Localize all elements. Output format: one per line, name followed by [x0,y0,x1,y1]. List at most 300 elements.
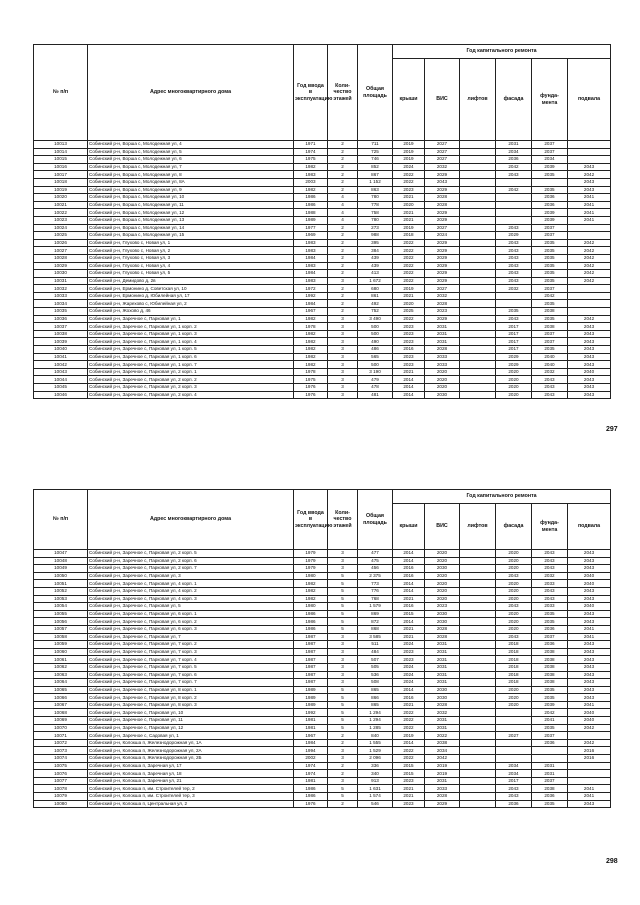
table-row [34,747,611,755]
cell-row-number: 10056 [34,618,88,626]
col-foundation-header: фунда-мента [532,504,568,550]
cell-total-area: 479 [358,376,393,384]
cell-year-built: 1976 [294,391,328,399]
cell-roof-year: 2021 [393,368,425,376]
cell-vis-year: 2031 [425,330,460,338]
cell-total-area: 768 [358,595,393,603]
cell-total-area: 852 [358,163,393,171]
cell-address: Собинский р-н, Ворша с, Молодежная ул, 13 [88,216,294,224]
cell-floors: 3 [328,557,358,565]
cell-row-number: 10063 [34,671,88,679]
table-row [34,762,611,770]
cell-year-built: 1979 [294,550,328,558]
cell-foundation-year: 2038 [532,308,568,316]
cell-lift-year [460,603,496,611]
cell-row-number: 10047 [34,550,88,558]
cell-lift-year [460,353,496,361]
cell-vis-year: 2028 [425,701,460,709]
cell-roof-year: 2024 [393,671,425,679]
cell-roof-year: 2019 [393,141,425,149]
table-row [34,755,611,763]
cell-basement-year: 2043 [568,391,611,399]
cell-vis-year: 2023 [425,308,460,316]
cell-vis-year: 2031 [425,777,460,785]
table-row [34,724,611,732]
cell-row-number: 10031 [34,277,88,285]
table-row [34,732,611,740]
cell-address: Собинский р-н, Глухово с, Новая ул, 3 [88,254,294,262]
cell-total-area: 773 [358,580,393,588]
cell-roof-year: 2015 [393,610,425,618]
cell-facade-year: 2020 [496,694,532,702]
cell-year-built: 1984 [294,254,328,262]
cell-facade-year [496,292,532,300]
cell-total-area: 475 [358,557,393,565]
cell-foundation-year: 2042 [532,292,568,300]
cell-basement-year: 2041 [568,633,611,641]
cell-address: Собинский р-н, Заречное с, Парковая ул, 7 корп. 5 [88,663,294,671]
cell-foundation-year: 2043 [532,587,568,595]
col-facade-header: фасада [496,59,532,141]
cell-vis-year: 2029 [425,270,460,278]
cell-lift-year [460,186,496,194]
cell-lift-year [460,641,496,649]
cell-roof-year: 2019 [393,156,425,164]
cell-row-number: 10015 [34,156,88,164]
cell-year-built: 1982 [294,346,328,354]
cell-lift-year [460,384,496,392]
cell-address: Собинский р-н, Глухово с, Новая ул, 2 [88,247,294,255]
cell-foundation-year: 2036 [532,194,568,202]
table-row [34,384,611,392]
table-row [34,330,611,338]
cell-foundation-year: 2035 [532,186,568,194]
cell-lift-year [460,580,496,588]
cell-facade-year: 2018 [496,671,532,679]
cell-address: Собинский р-н, Ворша с, Молодежная ул, 4 [88,141,294,149]
cell-roof-year: 2015 [393,770,425,778]
cell-facade-year [496,717,532,725]
cell-floors: 2 [328,739,358,747]
cell-row-number: 10077 [34,777,88,785]
cell-floors: 2 [328,156,358,164]
cell-vis-year: 2027 [425,224,460,232]
cell-vis-year: 2030 [425,686,460,694]
cell-row-number: 10058 [34,633,88,641]
cell-floors: 3 [328,338,358,346]
cell-facade-year [496,709,532,717]
cell-row-number: 10080 [34,800,88,808]
cell-floors: 2 [328,800,358,808]
table-row [34,565,611,573]
table-row [34,285,611,293]
cell-vis-year: 2029 [425,209,460,217]
cell-foundation-year: 2038 [532,663,568,671]
cell-lift-year [460,793,496,801]
cell-lift-year [460,694,496,702]
cell-floors: 2 [328,148,358,156]
cell-total-area: 1 631 [358,785,393,793]
cell-roof-year: 2016 [393,603,425,611]
cell-lift-year [460,663,496,671]
cell-floors: 3 [328,671,358,679]
table-row [34,739,611,747]
cell-roof-year: 2021 [393,292,425,300]
cell-total-area: 546 [358,800,393,808]
cell-floors: 2 [328,270,358,278]
cell-basement-year: 2040 [568,368,611,376]
table-row [34,595,611,603]
cell-facade-year: 2043 [496,315,532,323]
cell-foundation-year: 2036 [532,641,568,649]
cell-facade-year: 2020 [496,580,532,588]
cell-floors: 5 [328,580,358,588]
cell-row-number: 10071 [34,732,88,740]
cell-floors: 5 [328,618,358,626]
cell-roof-year: 2020 [393,300,425,308]
cell-roof-year: 2024 [393,663,425,671]
cell-floors: 5 [328,603,358,611]
cell-address: Собинский р-н, Заречное с, Парковая ул, 7 [88,633,294,641]
cell-year-built: 1982 [294,361,328,369]
cell-row-number: 10060 [34,648,88,656]
cell-year-built: 1982 [294,580,328,588]
table-row [34,580,611,588]
cell-vis-year: 2030 [425,565,460,573]
cell-basement-year: 2043 [568,323,611,331]
table-row [34,163,611,171]
cell-roof-year: 2022 [393,717,425,725]
cell-address: Собинский р-н, Заречное с, Парковая ул, 2 корп. 1 [88,368,294,376]
cell-total-area: 3 490 [358,315,393,323]
cell-row-number: 10040 [34,346,88,354]
table-row [34,391,611,399]
cell-lift-year [460,330,496,338]
cell-lift-year [460,625,496,633]
cell-facade-year: 2043 [496,793,532,801]
cell-floors: 2 [328,732,358,740]
cell-vis-year: 2028 [425,194,460,202]
cell-roof-year: 2021 [393,209,425,217]
cell-vis-year: 2019 [425,770,460,778]
cell-lift-year [460,610,496,618]
cell-address: Собинский р-н, Ворша с, Молодежная ул, 15 [88,232,294,240]
cell-facade-year: 2042 [496,186,532,194]
cell-roof-year: 2022 [393,171,425,179]
cell-total-area: 2 096 [358,755,393,763]
cell-foundation-year: 2038 [532,785,568,793]
cell-roof-year: 2022 [393,239,425,247]
cell-roof-year: 2023 [393,361,425,369]
cell-foundation-year [532,755,568,763]
cell-year-built: 1987 [294,633,328,641]
cell-vis-year: 2042 [425,755,460,763]
cell-roof-year: 2023 [393,353,425,361]
cell-lift-year [460,232,496,240]
cell-basement-year: 2040 [568,572,611,580]
cell-vis-year: 2020 [425,384,460,392]
cell-row-number: 10014 [34,148,88,156]
cell-facade-year: 2017 [496,338,532,346]
cell-row-number: 10079 [34,793,88,801]
cell-vis-year: 2020 [425,557,460,565]
cell-roof-year: 2023 [393,323,425,331]
table-row [34,709,611,717]
cell-year-built: 1992 [294,709,328,717]
cell-address: Собинский р-н, Заречное с, Парковая ул, 4 корп. 2 [88,587,294,595]
cell-facade-year [496,724,532,732]
cell-basement-year: 2043 [568,376,611,384]
cell-basement-year: 2043 [568,610,611,618]
cell-vis-year: 2028 [425,633,460,641]
cell-year-built: 1986 [294,785,328,793]
cell-vis-year: 2027 [425,148,460,156]
cell-row-number: 10033 [34,292,88,300]
cell-total-area: 1 285 [358,724,393,732]
cell-facade-year: 2035 [496,308,532,316]
cell-facade-year: 2043 [496,254,532,262]
cell-address: Собинский р-н, Заречное с, Парковая ул, 1 корп. 7 [88,361,294,369]
cell-address: Собинский р-н, Заречное с, Парковая ул, 12 [88,724,294,732]
cell-lift-year [460,163,496,171]
cell-vis-year: 2020 [425,580,460,588]
cell-basement-year: 2043 [568,587,611,595]
cell-roof-year: 2016 [393,346,425,354]
cell-vis-year: 2020 [425,376,460,384]
cell-facade-year: 2018 [496,641,532,649]
cell-foundation-year: 2038 [532,648,568,656]
cell-foundation-year: 2035 [532,610,568,618]
cell-basement-year [568,762,611,770]
table-row [34,277,611,285]
cell-address: Собинский р-н, Заречное с, Парковая ул, 8 корп. 2 [88,694,294,702]
cell-foundation-year: 2038 [532,323,568,331]
cell-lift-year [460,201,496,209]
cell-row-number: 10028 [34,254,88,262]
cell-vis-year: 2032 [425,292,460,300]
cell-year-built: 1981 [294,717,328,725]
cell-facade-year: 2029 [496,232,532,240]
cell-year-built: 1986 [294,793,328,801]
cell-vis-year: 2020 [425,572,460,580]
cell-foundation-year: 2037 [532,330,568,338]
cell-address: Собинский р-н, Заречное с, Парковая ул, 7 корп. 4 [88,656,294,664]
cell-lift-year [460,391,496,399]
cell-total-area: 490 [358,338,393,346]
table-row [34,701,611,709]
cell-basement-year: 2043 [568,330,611,338]
cell-basement-year: 2043 [568,353,611,361]
cell-facade-year: 2043 [496,633,532,641]
cell-vis-year: 2020 [425,595,460,603]
cell-foundation-year: 2039 [532,209,568,217]
cell-address: Собинский р-н, Заречное с, Парковая ул, 1 корп. 4 [88,338,294,346]
cell-basement-year: 2043 [568,618,611,626]
cell-address: Собинский р-н, Глухово с, Новая ул, 1 [88,239,294,247]
cell-basement-year: 2042 [568,724,611,732]
cell-floors: 3 [328,565,358,573]
cell-vis-year: 2028 [425,625,460,633]
cell-year-built: 1989 [294,216,328,224]
cell-address: Собинский р-н, Колокша п, им. Строителей тер, 3 [88,793,294,801]
cell-facade-year: 2042 [496,163,532,171]
cell-lift-year [460,361,496,369]
cell-address: Собинский р-н, Колокша п, Железнодорожная ул, 2А [88,747,294,755]
cell-row-number: 10038 [34,330,88,338]
cell-year-built: 1979 [294,557,328,565]
cell-total-area: 413 [358,270,393,278]
table-row [34,648,611,656]
cell-foundation-year: 2033 [532,603,568,611]
cell-floors: 3 [328,656,358,664]
cell-total-area: 752 [358,308,393,316]
table-row [34,308,611,316]
table-row [34,610,611,618]
cell-floors: 2 [328,141,358,149]
cell-floors: 2 [328,232,358,240]
cell-facade-year: 2029 [496,361,532,369]
table-row [34,346,611,354]
cell-lift-year [460,770,496,778]
col-basement-header: подвала [568,504,611,550]
cell-basement-year: 2043 [568,679,611,687]
table-row [34,679,611,687]
table-row [34,216,611,224]
cell-floors: 4 [328,201,358,209]
page-number: 297 [606,426,618,433]
cell-vis-year: 2032 [425,709,460,717]
cell-row-number: 10049 [34,565,88,573]
cell-address: Собинский р-н, Колокша п, Заречная ул, 17 [88,762,294,770]
cell-basement-year: 2043 [568,550,611,558]
cell-lift-year [460,308,496,316]
cell-facade-year: 2043 [496,247,532,255]
cell-lift-year [460,701,496,709]
cell-floors: 5 [328,717,358,725]
cell-roof-year: 2024 [393,679,425,687]
cell-foundation-year: 2041 [532,717,568,725]
table-row [34,156,611,164]
cell-roof-year: 2021 [393,633,425,641]
cell-total-area: 758 [358,209,393,217]
cell-lift-year [460,323,496,331]
table-row [34,224,611,232]
cell-floors: 2 [328,292,358,300]
cell-basement-year: 2043 [568,641,611,649]
cell-year-built: 2002 [294,755,328,763]
cell-vis-year: 2028 [425,346,460,354]
cell-address: Собинский р-н, Ермонино д, Юбилейная ул, 17 [88,292,294,300]
cell-vis-year: 2028 [425,201,460,209]
cell-vis-year: 2031 [425,671,460,679]
cell-floors: 3 [328,277,358,285]
cell-address: Собинский р-н, Заречное с, Парковая ул, 2 корп. 7 [88,565,294,573]
cell-floors: 5 [328,625,358,633]
cell-foundation-year: 2040 [532,353,568,361]
cell-vis-year: 2032 [425,163,460,171]
cell-row-number: 10065 [34,686,88,694]
cell-facade-year: 2020 [496,610,532,618]
table-row [34,717,611,725]
table-row [34,572,611,580]
cell-facade-year: 2017 [496,777,532,785]
cell-floors: 3 [328,384,358,392]
cell-vis-year: 2027 [425,285,460,293]
table-row [34,557,611,565]
cell-foundation-year: 2038 [532,656,568,664]
cell-roof-year: 2025 [393,308,425,316]
cell-foundation-year: 2035 [532,239,568,247]
cell-roof-year: 2014 [393,580,425,588]
cell-vis-year: 2028 [425,793,460,801]
cell-address: Собинский р-н, Заречное с, Парковая ул, 2 корп. 6 [88,557,294,565]
cell-floors: 5 [328,587,358,595]
table-row [34,232,611,240]
cell-foundation-year: 2032 [532,572,568,580]
cell-address: Собинский р-н, Заречное с, Парковая ул, 7 корп. 7 [88,679,294,687]
cell-lift-year [460,254,496,262]
cell-vis-year: 2028 [425,300,460,308]
cell-vis-year: 2029 [425,216,460,224]
cell-foundation-year [532,747,568,755]
cell-lift-year [460,194,496,202]
cell-basement-year: 2043 [568,800,611,808]
table-row [34,671,611,679]
cell-lift-year [460,216,496,224]
cell-address: Собинский р-н, Колокша п, Заречная ул, 21 [88,777,294,785]
cell-foundation-year: 2038 [532,679,568,687]
cell-foundation-year: 2039 [532,216,568,224]
cell-basement-year: 2043 [568,694,611,702]
cell-lift-year [460,633,496,641]
cell-row-number: 10076 [34,770,88,778]
cell-total-area: 565 [358,353,393,361]
page-number: 298 [606,858,618,865]
cell-total-area: 2 375 [358,572,393,580]
cell-row-number: 10075 [34,762,88,770]
cell-address: Собинский р-н, Колокша п, Заречная ул, 18 [88,770,294,778]
cell-roof-year: 2014 [393,557,425,565]
cell-facade-year: 2031 [496,141,532,149]
cell-vis-year: 2031 [425,648,460,656]
cell-address: Собинский р-н, Заречное с, Парковая ул, 8 корп. 3 [88,701,294,709]
cell-vis-year: 2034 [425,747,460,755]
cell-roof-year: 2024 [393,163,425,171]
cell-facade-year: 2036 [496,156,532,164]
cell-foundation-year: 2035 [532,315,568,323]
cell-year-built: 1975 [294,376,328,384]
cell-row-number: 10030 [34,270,88,278]
repair-table-page-298 [33,489,611,808]
cell-basement-year: 2042 [568,171,611,179]
cell-basement-year [568,770,611,778]
cell-floors: 5 [328,709,358,717]
cell-total-area: 384 [358,247,393,255]
cell-address: Собинский р-н, Ворша с, Молодежная ул, 9 [88,186,294,194]
table-row [34,315,611,323]
table-row [34,323,611,331]
cell-address: Собинский р-н, Заречное с, Парковая ул, 11 [88,717,294,725]
cell-basement-year: 2043 [568,686,611,694]
cell-foundation-year: 2031 [532,762,568,770]
cell-total-area: 1 529 [358,747,393,755]
cell-row-number: 10013 [34,141,88,149]
cell-foundation-year: 2036 [532,739,568,747]
cell-roof-year: 2016 [393,565,425,573]
cell-total-area: 500 [358,323,393,331]
cell-year-built: 1974 [294,762,328,770]
cell-row-number: 10069 [34,717,88,725]
